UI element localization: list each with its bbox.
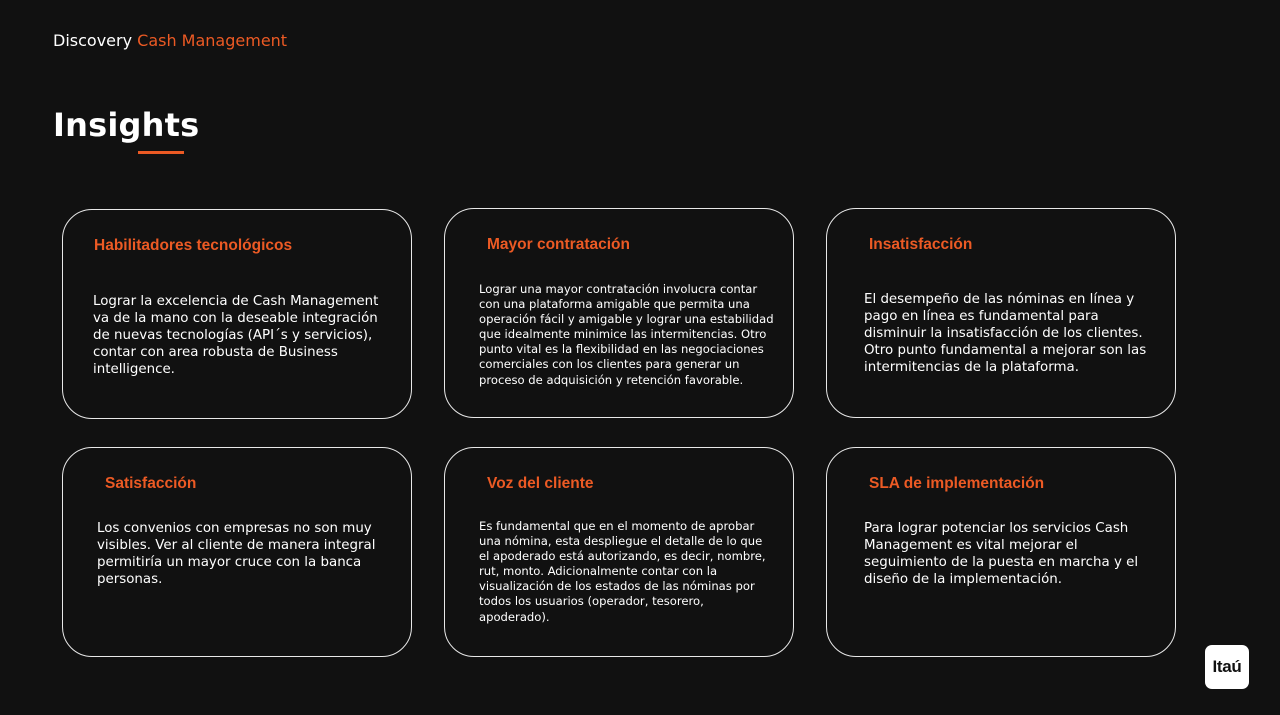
card-title: Insatisfacción [869, 236, 973, 253]
insight-card-satisfaccion [62, 447, 412, 657]
insight-card-sla-implementacion [826, 447, 1176, 657]
logo-text: Itaú [1212, 657, 1242, 676]
card-title: Satisfacción [105, 475, 197, 492]
card-title: SLA de implementación [869, 475, 1045, 492]
card-body: El desempeño de las nóminas en línea y pago en línea es fundamental para disminuir la insatisfacción de los clientes. Otro punto fundamental a mejorar son las intermitencias de la plataforma. [864, 292, 1147, 375]
insight-card-habilitadores [62, 209, 412, 419]
card-title: Voz del cliente [487, 475, 594, 492]
insight-card-mayor-contratacion [444, 208, 794, 418]
insight-card-voz-del-cliente [444, 447, 794, 657]
page-title: Insights [53, 106, 200, 144]
brand-header [53, 31, 287, 50]
card-body: Lograr la excelencia de Cash Management va de la mano con la deseable integración de nuevas tecnologías (API´s y servicios), contar con area robusta de Business intelligence. [93, 294, 379, 377]
card-body: Es fundamental que en el momento de aprobar una nómina, esta despliegue el detalle de lo que el apoderado está autorizando, es decir, nombre, rut, monto. Adicionalmente contar con la visualización de los estados de las nóminas por todos los usuarios (operador, tesorero, apoderado). [479, 519, 766, 624]
insight-card-insatisfaccion [826, 208, 1176, 418]
card-body: Para lograr potenciar los servicios Cash Management es vital mejorar el seguimiento de la puesta en marcha y el diseño de la implementación. [864, 521, 1139, 587]
card-title: Mayor contratación [487, 236, 630, 253]
itau-logo [1205, 645, 1249, 689]
card-title: Habilitadores tecnológicos [94, 237, 293, 254]
brand-accent: Cash Management [137, 31, 288, 50]
title-underline [138, 151, 184, 154]
card-body: Lograr una mayor contratación involucra contar con una plataforma amigable que permita una operación fácil y amigable y lograr una estabilidad que idealmente minimice las intermitencias. Otro punto vital es la flexibilidad en las negociaciones comerciales con los clientes para generar un proceso de adquisición y retención favorable. [479, 282, 774, 387]
card-body: Los convenios con empresas no son muy visibles. Ver al cliente de manera integral permitiría un mayor cruce con la banca personas. [97, 521, 376, 587]
brand-prefix: Discovery [53, 31, 133, 50]
